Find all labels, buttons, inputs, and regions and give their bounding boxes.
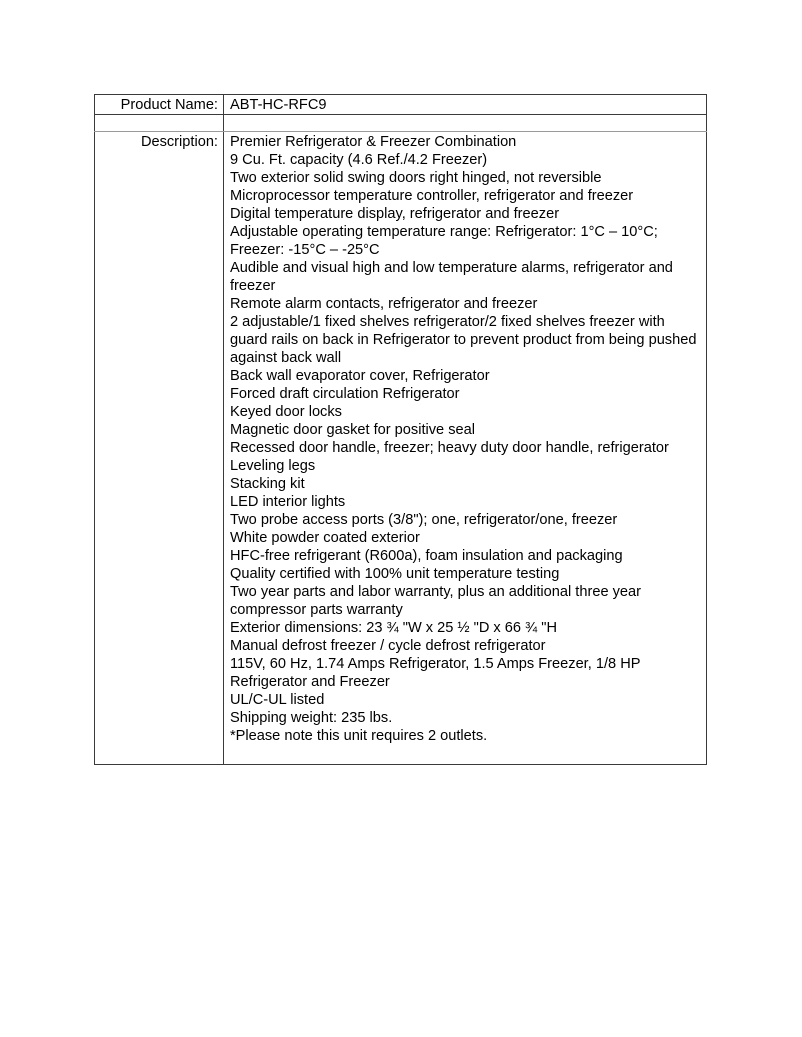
spacer-cell-label: [95, 115, 224, 132]
description-label: Description:: [95, 132, 224, 765]
description-item: Recessed door handle, freezer; heavy duty door handle, refrigerator: [230, 440, 669, 456]
description-item: UL/C-UL listed: [230, 692, 325, 708]
description-item: Two probe access ports (3/8"); one, refrigerator/one, freezer: [230, 512, 618, 528]
description-item: Two exterior solid swing doors right hinged, not reversible: [230, 170, 602, 186]
description-item: Manual defrost freezer / cycle defrost refrigerator: [230, 638, 546, 654]
description-item: White powder coated exterior: [230, 530, 420, 546]
description-item: Keyed door locks: [230, 404, 342, 420]
description-item: Stacking kit: [230, 476, 305, 492]
description-item: Audible and visual high and low temperature alarms, refrigerator and freezer: [230, 260, 673, 294]
description-list: [224, 132, 707, 765]
description-item: Adjustable operating temperature range: Refrigerator: 1°C – 10°C; Freezer: -15°C – -25°C: [230, 224, 658, 258]
description-item: 115V, 60 Hz, 1.74 Amps Refrigerator, 1.5 Amps Freezer, 1/8 HP Refrigerator and Freezer: [230, 656, 641, 690]
description-item: HFC-free refrigerant (R600a), foam insulation and packaging: [230, 548, 623, 564]
description-item: Digital temperature display, refrigerator and freezer: [230, 206, 560, 222]
description-item: Magnetic door gasket for positive seal: [230, 422, 475, 438]
product-spec-table: [94, 94, 707, 765]
description-item: 9 Cu. Ft. capacity (4.6 Ref./4.2 Freezer): [230, 152, 488, 168]
product-name-label: Product Name:: [95, 95, 224, 115]
description-item: LED interior lights: [230, 494, 346, 510]
description-item: Premier Refrigerator & Freezer Combination: [230, 134, 517, 150]
description-item: Forced draft circulation Refrigerator: [230, 386, 460, 402]
description-item: Two year parts and labor warranty, plus an additional three year compressor parts warranty: [230, 584, 642, 618]
description-item: Microprocessor temperature controller, refrigerator and freezer: [230, 188, 634, 204]
description-item: Shipping weight: 235 lbs.: [230, 710, 393, 726]
spacer-cell-value: [224, 115, 707, 132]
description-item: *Please note this unit requires 2 outlets.: [230, 728, 488, 744]
spacer-row: [95, 115, 707, 132]
description-item: Back wall evaporator cover, Refrigerator: [230, 368, 490, 384]
product-name-value: ABT-HC-RFC9: [224, 95, 707, 115]
description-item: Remote alarm contacts, refrigerator and freezer: [230, 296, 538, 312]
description-row: [95, 132, 707, 765]
description-item: Quality certified with 100% unit temperature testing: [230, 566, 560, 582]
description-item: Leveling legs: [230, 458, 316, 474]
description-item: 2 adjustable/1 fixed shelves refrigerator/2 fixed shelves freezer with guard rails on back in Refrigerator to prevent product from being pushed against back wall: [230, 314, 697, 366]
product-name-row: [95, 95, 707, 115]
description-item: Exterior dimensions: 23 ¾ "W x 25 ½ "D x 66 ¾ "H: [230, 620, 558, 636]
